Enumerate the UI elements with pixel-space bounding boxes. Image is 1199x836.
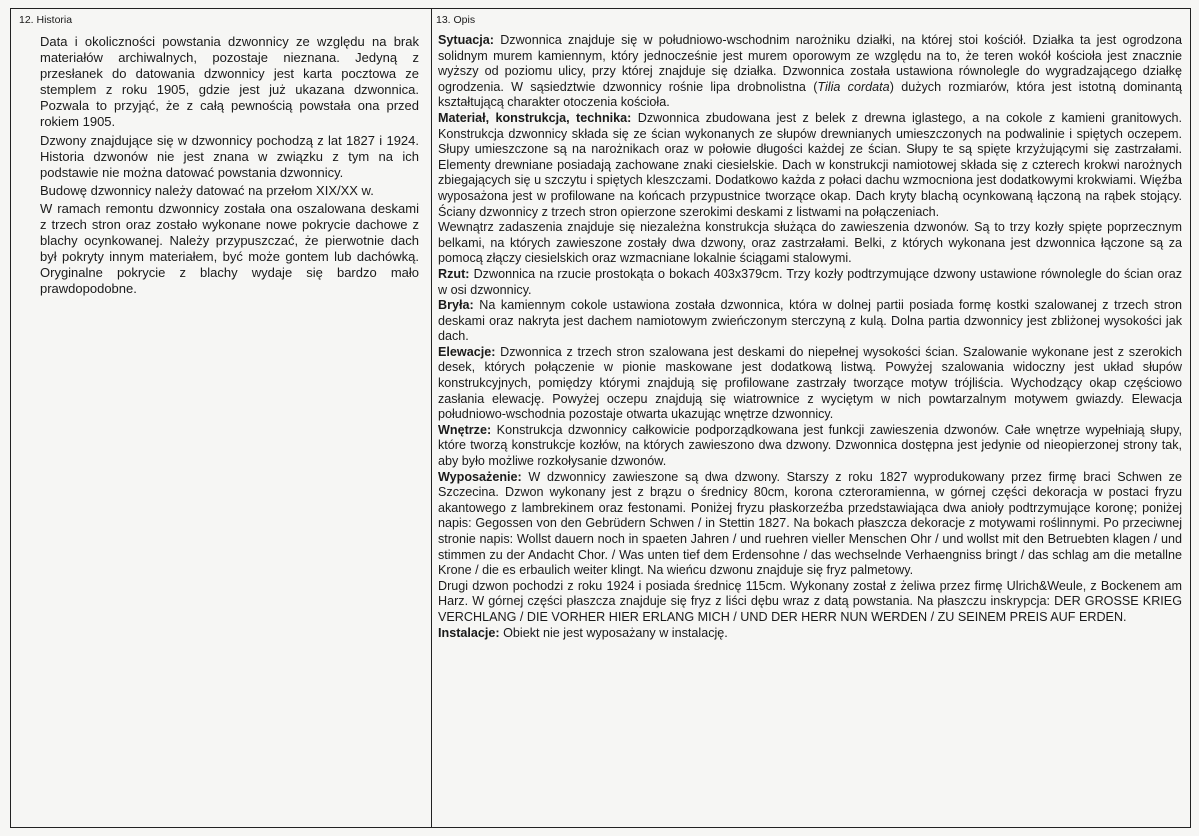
elewacje-text: Dzwonnica z trzech stron szalowana jest deskami do niepełnej wysokości ścian. Szalowanie wykonane jest z szerokich desek, których połączenie w pionie maskowane jest dodatkową listwą. Powyżej szalowania widoczny jest układ słupów konstrukcyjnych, pomiędzy którymi znajdują się profilowane zastrzały tworzące motyw trójliścia. Wychodzący okap częściowo zasłania elewację. Powyżej oczepu znajdują się wiatrownice z wyciętym w nich powtarzalnym motywem gwiazdy. Elewacja południowo-wschodnia pozostaje otwarta ukazując wnętrze dzwonnicy. bbox=[438, 344, 1182, 422]
description-text bbox=[438, 33, 1182, 641]
wnetrze-text: Konstrukcja dzwonnicy całkowicie podporządkowana jest funkcji zawieszenia dzwonów. Całe wnętrze wypełniają słupy, które tworzą konstrukcje kozłów, na których zawieszono dwa dzwony. Dzwonnica dostępna jest jedynie od nieopierzonej strony tak, aby było możliwe rozkołysanie dzwonów. bbox=[438, 422, 1182, 469]
rzut-label: Rzut: bbox=[438, 266, 470, 281]
section-drugi-dzwon: Drugi dzwon pochodzi z roku 1924 i posiada średnicę 115cm. Wykonany został z żeliwa przez firmę Ulrich&Weule, z Bockenem am Harz. W górnej części płaszcza znajduje się fryz z liści dębu wraz z datą powstania. Na płaszczu inskrypcja: DER GROSSE KRIEG VERCHLANG / DIE VORHER HIER ERLANG MICH / UND DER HERR NUN WERDEN / ZU SEINEM PREIS AUF ERDEN. bbox=[438, 578, 1182, 624]
history-paragraph: Dzwony znajdujące się w dzwonnicy pochodzą z lat 1827 i 1924. Historia dzwonów nie jest znana w związku z tym na ich podstawie nie można datować powstania dzwonnicy. bbox=[40, 132, 419, 180]
history-column bbox=[11, 9, 432, 827]
bryla-text: Na kamiennym cokole ustawiona została dzwonnica, która w dolnej partii posiada formę kostki szalowanej z trzech stron deskami oraz nakryta jest dachem namiotowym zwieńczonym sterczyną z kulą. Dolna partia dzwonnicy jest zbliżonej wysokości jak dach. bbox=[438, 298, 1182, 344]
section-rzut bbox=[438, 267, 1182, 298]
sytuacja-text-end: ) dużych rozmiarów, która jest istotną dominantą kształtującą charakter otoczenia kościoła. bbox=[438, 79, 1182, 110]
description-heading: 13. Opis bbox=[436, 14, 476, 26]
description-column bbox=[432, 9, 1190, 827]
elewacje-label: Elewacje: bbox=[438, 344, 496, 359]
material-text: Dzwonnica zbudowana jest z belek z drewna iglastego, a na cokole z kamieni granitowych. Konstrukcja dzwonnicy składa się ze ścian wykonanych ze słupów drewnianych umieszczonych na podwalinie i spiętych oczepem. Słupy umieszczone są na narożnikach oraz w połowie długości każdej ze ścian. Słupy te są spięte krzyżującymi się zastrzałami. Elementy drewniane posiadają zachowane znaki ciesielskie. Dach w konstrukcji namiotowej składa się z czterech krokwi narożnych zbiegających się u szczytu i spiętych kleszczami. Dodatkowo każda z połaci dachu wzmocniona jest dodatkowymi krokwiami. Więźba wyposażona jest w profilowane na końcach przypustnice tworzące okap. Dach kryty blachą ocynkowaną łączoną na rąbek stojący. Ściany dzwonnicy z trzech stron opierzone szerokimi deskami z listwami na połączeniach. bbox=[438, 110, 1182, 219]
instalacje-text: Obiekt nie jest wyposażany w instalację. bbox=[499, 625, 728, 640]
section-material bbox=[438, 111, 1182, 220]
sytuacja-text: Dzwonnica znajduje się w południowo-wschodnim narożniku działki, na której stoi kościół. Działka ta jest ogrodzona solidnym murem kamiennym, który jednocześnie jest murem oporowym ze względu na to, że teren wokół kościoła jest znacznie wyższy od poziomu ulicy, przy której znajduje się działka. Dzwonnica została ustawiona równolegle do wygradzającego działkę ogrodzenia. W sąsiedztwie dzwonnicy rośnie lipa drobnolistna ( bbox=[438, 33, 1182, 94]
history-paragraph: W ramach remontu dzwonnicy została ona oszalowana deskami z trzech stron oraz zostało wykonane nowe pokrycie dachowe z blachy ocynkowanej. Należy przypuszczać, że pierwotnie dach był pokryty innym materiałem, być może gontem lub dachówką. Oryginalne pokrycie z blachy wydaje się bardzo mało prawdopodobne. bbox=[40, 200, 419, 297]
section-bryla bbox=[438, 298, 1182, 345]
sytuacja-latin-name: Tilia cordata bbox=[817, 79, 890, 94]
history-heading: 12. Historia bbox=[19, 14, 73, 26]
instalacje-label: Instalacje: bbox=[438, 625, 500, 640]
history-paragraph: Budowę dzwonnicy należy datować na przełom XIX/XX w. bbox=[40, 182, 374, 198]
rzut-text: Dzwonnica na rzucie prostokąta o bokach 403x379cm. Trzy kozły podtrzymujące dzwony ustawione równolegle do ścian oraz w osi dzwonnicy. bbox=[438, 266, 1182, 297]
history-paragraph: Data i okoliczności powstania dzwonnicy ze względu na brak materiałów archiwalnych, pozostaje nieznana. Jedyną z przesłanek do datowania dzwonnicy jest karta pocztowa ze stemplem z roku 1905, gdzie jest już ukazana dzwonnica. Pozwala to przyjąć, że z całą pewnością powstała ona przed rokiem 1905. bbox=[40, 34, 419, 130]
wnetrze-label: Wnętrze: bbox=[438, 422, 492, 437]
section-wnetrze bbox=[438, 423, 1182, 470]
section-wewnatrz: Wewnątrz zadaszenia znajduje się niezależna konstrukcja służąca do zawieszenia dzwonów. Są to trzy kozły spięte poprzecznym belkami, na których zawieszone zostały dwa dzwony, oraz zastrzałami. Belki, z których wykonana jest dzwonnica łączone są za pomocą złączy ciesielskich oraz wzmacniane lokalnie ściągami stalowymi. bbox=[438, 220, 1182, 266]
wyposazenie-text: W dzwonnicy zawieszone są dwa dzwony. Starszy z roku 1827 wyprodukowany przez firmę braci Schwen ze Szczecina. Dzwon wykonany jest z brązu o średnicy 80cm, korona czteroramienna, w górnej części dekoracja w postaci fryzu akantowego z lambrekinem oraz festonami. Poniżej fryzu płaskorzeźba przedstawiająca dwa anioły podtrzymujące koronę; poniżej napis: Gegossen von den Gebrüdern Schwen / in Stettin 1827. Na bokach płaszcza dekoracje z motywami roślinnymi. Po przeciwnej stronie napis: Wollst dauern noch in spaeten Jahren / und ruehren vieller Menschen Ohr / und wollst mit den Betruebten klagen / und stimmen zu der Andacht Chor. / Was unten tief dem Erdensohne / das wechselnde Verhaengniss bringt / das schlag am die metallne Krone / die es erbaulich weiter klingt. Na wieńcu dzwonu znajduje się fryz palmetowy. bbox=[438, 469, 1182, 578]
section-elewacje bbox=[438, 345, 1182, 423]
section-wyposazenie bbox=[438, 470, 1182, 579]
document-frame bbox=[10, 8, 1191, 828]
wyposazenie-label: Wyposażenie: bbox=[438, 469, 522, 484]
material-label: Materiał, konstrukcja, technika: bbox=[438, 110, 632, 125]
section-instalacje bbox=[438, 626, 1182, 642]
sytuacja-label: Sytuacja: bbox=[438, 33, 494, 47]
bryla-label: Bryła: bbox=[438, 298, 474, 313]
section-sytuacja bbox=[438, 33, 1182, 111]
history-text bbox=[40, 34, 419, 298]
